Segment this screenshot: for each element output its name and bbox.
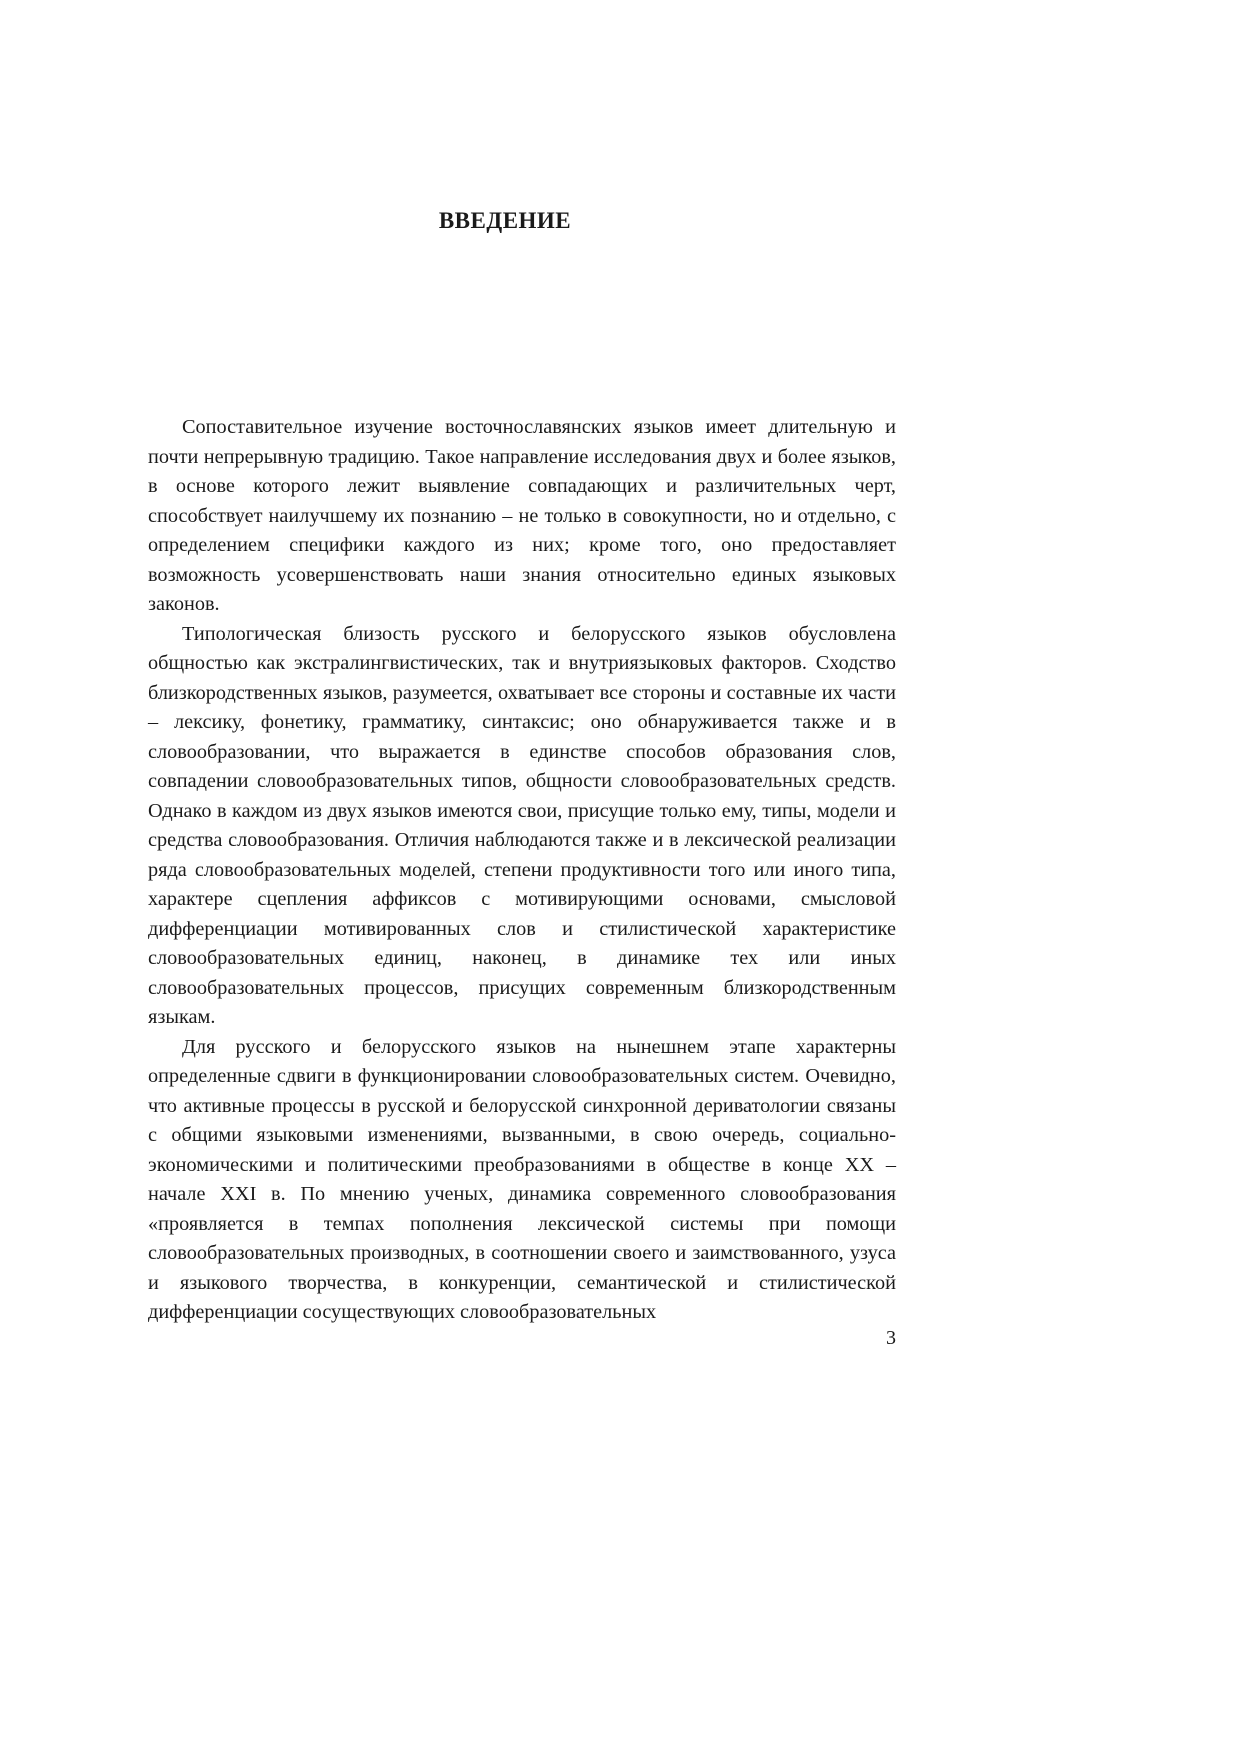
chapter-heading: ВВЕДЕНИЕ <box>438 208 572 233</box>
paragraph-1: Сопоставительное изучение восточнославянских языков имеет длительную и почти непрерывную традицию. Такое направление исследования двух и более языков, в основе которого лежит выявление совпадающих и различительных черт, способствует наилучшему их познанию – не только в совокупности, но и отдельно, с определением специфики каждого из них; кроме того, оно предоставляет возможность усовершенствовать наши знания относительно единых языковых законов. <box>148 416 896 615</box>
paragraph-2: Типологическая близость русского и белорусского языков обусловлена общностью как экстралингвистических, так и внутриязыковых факторов. Сходство близкородственных языков, разумеется, охватывает все стороны и составные их части – лексику, фонетику, грамматику, синтаксис; оно обнаруживается также и в словообразовании, что выражается в единстве способов образования слов, совпадении словообразовательных типов, общности словообразовательных средств. Однако в каждом из двух языков имеются свои, присущие только ему, типы, модели и средства словообразования. Отличия наблюдаются также и в лексической реализации ряда словообразовательных моделей, степени продуктивности того или иного типа, характере сцепления аффиксов с мотивирующими основами, смысловой дифференциации мотивированных слов и стилистической характеристике словообразовательных единиц, наконец, в динамике тех или иных словообразовательных процессов, присущих современным близкородственным языкам. <box>148 622 896 1028</box>
paragraph-3: Для русского и белорусского языков на нынешнем этапе характерны определенные сдвиги в функционировании словообразовательных систем. Очевидно, что активные процессы в русской и белорусской синхронной дериватологии связаны с общими языковыми изменениями, вызванными, в свою очередь, социально-экономическими и политическими преобразованиями в обществе в конце XX – начале XXI в. По мнению ученых, динамика современного словообразования «проявляется в темпах пополнения лексической системы при помощи словообразовательных производных, в соотношении своего и заимствованного, узуса и языкового творчества, в конкуренции, семантической и стилистической дифференциации сосуществующих словообразовательных <box>148 1035 896 1323</box>
body-text <box>148 413 896 1328</box>
page-number: 3 <box>886 1327 896 1349</box>
